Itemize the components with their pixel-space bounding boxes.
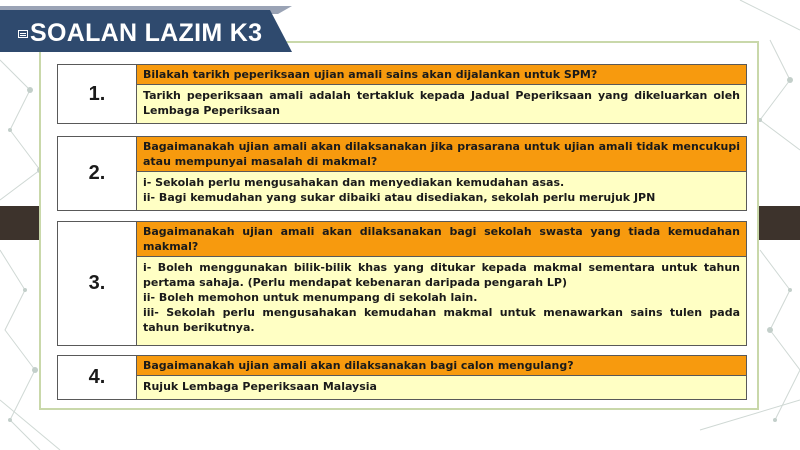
faq-number: 4. [58,356,137,399]
faq-item [57,355,747,400]
faq-answer [137,376,746,399]
faq-answer [137,172,746,210]
document-icon [18,30,28,38]
faq-answer-line: iii- Sekolah perlu mengusahakan kemudahan makmal untuk menawarkan sains tulen pada tahun berikutnya. [143,306,740,334]
faq-number: 3. [58,222,137,345]
faq-item [57,136,747,211]
left-accent-bar [0,206,44,240]
page-title: SOALAN LAZIM K3 [30,19,263,47]
faq-answer-line: Rujuk Lembaga Peperiksaan Malaysia [143,380,377,393]
faq-number: 2. [58,137,137,210]
faq-answer-line: i- Boleh menggunakan bilik-bilik khas yang ditukar kepada makmal sementara untuk tahun pertama sahaja. (Perlu mendapat kebenaran daripada pengarah LP) [143,261,740,289]
faq-number: 1. [58,65,137,123]
faq-content [137,222,746,345]
faq-question: Bilakah tarikh peperiksaan ujian amali sains akan dijalankan untuk SPM? [137,65,746,85]
faq-content [137,356,746,399]
faq-answer-line: i- Sekolah perlu mengusahakan dan menyediakan kemudahan asas. [143,176,565,189]
faq-answer-line: Tarikh peperiksaan amali adalah tertakluk kepada Jadual Peperiksaan yang dikeluarkan oleh Lembaga Peperiksaan [143,89,740,117]
faq-question: Bagaimanakah ujian amali akan dilaksanakan jika prasarana untuk ujian amali tidak mencukupi atau mempunyai masalah di makmal? [137,137,746,172]
faq-item [57,64,747,124]
faq-question: Bagaimanakah ujian amali akan dilaksanakan bagi calon mengulang? [137,356,746,376]
faq-item [57,221,747,346]
faq-content [137,137,746,210]
faq-answer-line: ii- Boleh memohon untuk menumpang di sekolah lain. [143,291,478,304]
faq-answer-line: ii- Bagi kemudahan yang sukar dibaiki atau disediakan, sekolah perlu merujuk JPN [143,191,656,204]
faq-answer [137,85,746,123]
title-banner [0,6,292,52]
faq-answer [137,257,746,345]
faq-question: Bagaimanakah ujian amali akan dilaksanakan bagi sekolah swasta yang tiada kemudahan makmal? [137,222,746,257]
faq-content [137,65,746,123]
